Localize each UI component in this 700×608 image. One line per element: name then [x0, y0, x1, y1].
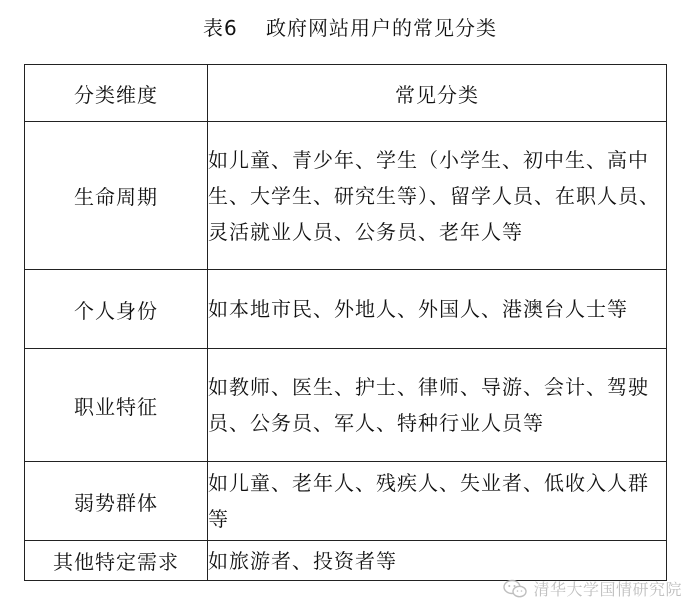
header-dimension: 分类维度: [25, 65, 208, 122]
header-categories: 常见分类: [208, 65, 667, 122]
table-row: [25, 270, 667, 349]
row-dimension: 其他特定需求: [25, 541, 208, 581]
wechat-icon: [503, 579, 527, 599]
row-dimension: 职业特征: [25, 349, 208, 462]
row-dimension: 弱势群体: [25, 462, 208, 541]
row-categories: 如儿童、青少年、学生（小学生、初中生、高中生、大学生、研究生等）、留学人员、在职人员、灵活就业人员、公务员、老年人等: [208, 122, 667, 270]
table-row: [25, 349, 667, 462]
table-caption: 表6 政府网站用户的常见分类: [202, 16, 498, 40]
row-categories: 如教师、医生、护士、律师、导游、会计、驾驶员、公务员、军人、特种行业人员等: [208, 349, 667, 462]
table-row: [25, 122, 667, 270]
row-dimension: 生命周期: [25, 122, 208, 270]
watermark: [503, 577, 682, 600]
table-header-row: [25, 65, 667, 122]
row-categories: 如儿童、老年人、残疾人、失业者、低收入人群等: [208, 462, 667, 541]
watermark-text: 清华大学国情研究院: [533, 580, 682, 599]
row-categories: 如本地市民、外地人、外国人、港澳台人士等: [208, 270, 667, 349]
row-categories: 如旅游者、投资者等: [208, 541, 667, 581]
user-classification-table: [24, 64, 667, 581]
row-dimension: 个人身份: [25, 270, 208, 349]
table-row: [25, 462, 667, 541]
table-row: [25, 541, 667, 581]
